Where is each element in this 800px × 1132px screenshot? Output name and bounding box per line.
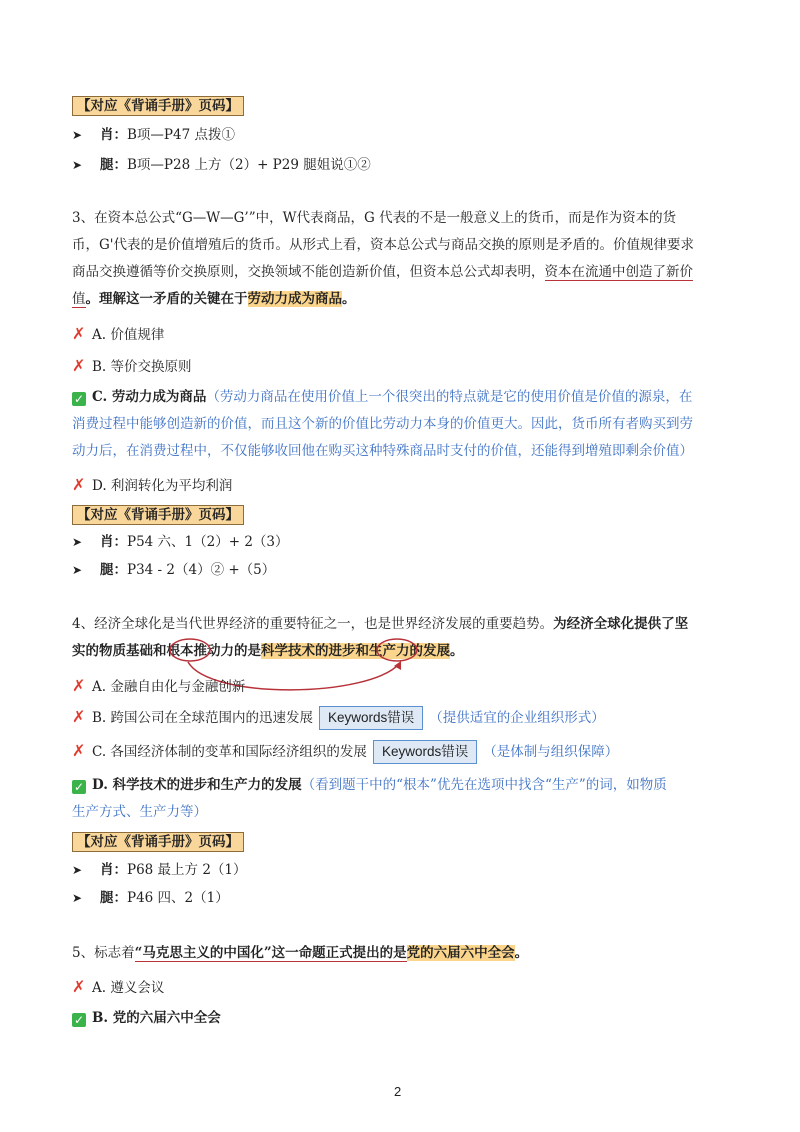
q3-ref-tui: ➤ 腿：P34 - 2（4）② +（5） bbox=[72, 557, 275, 584]
cross-icon: ✗ bbox=[72, 707, 86, 726]
q5-option-a: ✗ A. 遵义会议 bbox=[72, 973, 164, 1002]
arrow-bullet-icon: ➤ bbox=[72, 535, 83, 549]
answer-highlight: 科学技术的进步和生产力的发展 bbox=[261, 643, 450, 659]
ref-xiao-row: ➤ 肖：B项—P47 点拨① bbox=[72, 122, 235, 149]
q3-option-c-note3: 动力后，在消费过程中，不仅能够收回他在购买这种特殊商品时支付的价值，还能得到增殖即剩余价值） bbox=[72, 443, 693, 459]
arrow-bullet-icon: ➤ bbox=[72, 891, 83, 905]
ref-tag: 【对应《背诵手册》页码】 bbox=[72, 832, 244, 852]
q3-option-c-note2: 消费过程中能够创造新的价值，而且这个新的价值比劳动力本身的价值更大。因此，货币所有者购买到劳 bbox=[72, 416, 693, 432]
arrow-bullet-icon: ➤ bbox=[72, 128, 83, 142]
keywords-box: Keywords错误 bbox=[319, 706, 423, 730]
check-icon: ✓ bbox=[73, 1013, 85, 1027]
cross-icon: ✗ bbox=[72, 741, 86, 760]
q4-stem-line2: 实的物质基础和根本推动力的是科学技术的进步和生产力的发展。 bbox=[72, 643, 464, 659]
q4-option-d-note2: 生产方式、生产力等） bbox=[72, 804, 207, 820]
q4-option-c: ✗ C. 各国经济体制的变革和国际经济组织的发展 Keywords错误 （是体制与组织保障） bbox=[72, 737, 618, 766]
q3-stem-line3: 商品交换遵循等价交换原则，交换领域不能创造新价值，但资本总公式却表明，资本在流通中创造了新价 bbox=[72, 264, 693, 280]
check-icon: ✓ bbox=[73, 780, 85, 794]
ref-tui-row: ➤ 腿：B项—P28 上方（2）+ P29 腿姐说①② bbox=[72, 152, 371, 179]
ref-tag: 【对应《背诵手册》页码】 bbox=[72, 505, 244, 525]
answer-highlight: 党的六届六中全会 bbox=[406, 945, 515, 961]
red-underline: “马克思主义的中国化”这一命题正式提出的是 bbox=[134, 945, 407, 961]
red-underline: 资本在流通中创造了新价 bbox=[544, 264, 693, 280]
q3-option-d: ✗ D. 利润转化为平均利润 bbox=[72, 471, 232, 500]
q4-ref-tui: ➤ 腿：P46 四、2（1） bbox=[72, 885, 229, 912]
q5-stem: 5、标志着“马克思主义的中国化”这一命题正式提出的是党的六届六中全会。 bbox=[72, 945, 529, 961]
q4-option-a: ✗ A. 金融自由化与金融创新 bbox=[72, 672, 245, 701]
answer-highlight: 劳动力成为商品 bbox=[247, 291, 342, 307]
q4-option-d: ✓ D. 科学技术的进步和生产力的发展（看到题干中的“根本”优先在选项中找含“生产”的词，如物质 bbox=[73, 777, 667, 794]
q3-option-b: ✗ B. 等价交换原则 bbox=[72, 352, 192, 381]
ref-tag: 【对应《背诵手册》页码】 bbox=[72, 96, 244, 116]
ref-xiao: B项—P47 点拨① bbox=[127, 127, 235, 143]
q3-ref-xiao: ➤ 肖：P54 六、1（2）+ 2（3） bbox=[72, 529, 289, 556]
q3-stem-line2: 币，G'代表的是价值增殖后的货币。从形式上看，资本总公式与商品交换的原则是矛盾的。价值规律要求 bbox=[72, 237, 694, 253]
q3-stem-line1: 3、在资本总公式“G—W—G’”中，W代表商品，G 代表的不是一般意义上的货币，而是作为资本的货 bbox=[72, 210, 677, 226]
q4-ref-xiao: ➤ 肖：P68 最上方 2（1） bbox=[72, 857, 247, 884]
cross-icon: ✗ bbox=[72, 356, 86, 375]
q3-option-c: ✓ C. 劳动力成为商品（劳动力商品在使用价值上一个很突出的特点就是它的使用价值是价值的源泉，在 bbox=[73, 389, 693, 406]
cross-icon: ✗ bbox=[72, 977, 86, 996]
cross-icon: ✗ bbox=[72, 324, 86, 343]
q4-stem-line1: 4、经济全球化是当代世界经济的重要特征之一，也是世界经济发展的重要趋势。为经济全球化提供了坚 bbox=[72, 616, 689, 632]
cross-icon: ✗ bbox=[72, 676, 86, 695]
arrow-bullet-icon: ➤ bbox=[72, 158, 83, 172]
arrow-bullet-icon: ➤ bbox=[72, 863, 83, 877]
ref-tui: B项—P28 上方（2）+ P29 腿姐说①② bbox=[127, 157, 371, 173]
q4-option-b: ✗ B. 跨国公司在全球范围内的迅速发展 Keywords错误 （提供适宜的企业组织形式） bbox=[72, 703, 605, 732]
cross-icon: ✗ bbox=[72, 475, 86, 494]
q5-option-b: ✓ B. 党的六届六中全会 bbox=[73, 1010, 221, 1027]
check-icon: ✓ bbox=[73, 392, 85, 406]
arrow-bullet-icon: ➤ bbox=[72, 563, 83, 577]
keywords-box: Keywords错误 bbox=[373, 740, 477, 764]
page-number: 2 bbox=[394, 1084, 402, 1099]
q3-stem-line4: 值。理解这一矛盾的关键在于劳动力成为商品。 bbox=[72, 291, 356, 307]
q3-option-a: ✗ A. 价值规律 bbox=[72, 320, 164, 349]
